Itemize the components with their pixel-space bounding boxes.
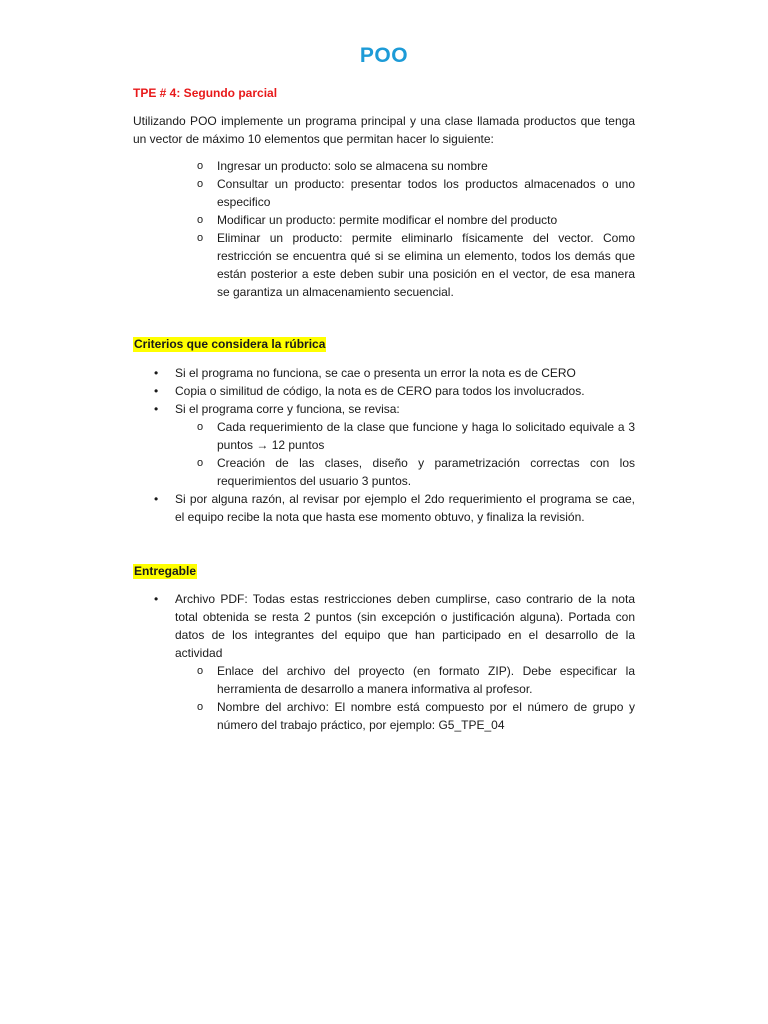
criteria-item: • Si el programa no funciona, se cae o presenta un error la nota es de CERO	[175, 364, 635, 382]
requirement-item: o Modificar un producto: permite modificar el nombre del producto	[217, 211, 635, 229]
criteria-sub-list	[217, 418, 635, 490]
requirement-item: o Consultar un producto: presentar todos los productos almacenados o uno especifico	[217, 175, 635, 211]
criteria-item-text: Si el programa corre y funciona, se revisa:	[175, 402, 400, 416]
criteria-item	[175, 400, 635, 490]
criteria-heading: Criterios que considera la rúbrica	[134, 337, 326, 351]
document-title: POO	[359, 44, 409, 67]
intro-paragraph: Utilizando POO implemente un programa principal y una clase llamada productos que tenga un vector de máximo 10 elementos que permitan hacer lo siguiente:	[133, 114, 635, 146]
requirement-item: o Ingresar un producto: solo se almacena su nombre	[217, 157, 635, 175]
assignment-subtitle: TPE # 4: Segundo parcial	[133, 86, 278, 100]
deliverable-sub-item: o Nombre del archivo: El nombre está compuesto por el número de grupo y número del trabajo práctico, por ejemplo: G5_TPE_04	[217, 698, 635, 734]
criteria-item: • Si por alguna razón, al revisar por ejemplo el 2do requerimiento el programa se cae, el equipo recibe la nota que hasta ese momento obtuvo, y finaliza la revisión.	[175, 490, 635, 526]
deliverable-heading: Entregable	[134, 564, 197, 578]
requirements-list	[217, 157, 635, 301]
criteria-sub-item: o Creación de las clases, diseño y parametrización correctas con los requerimientos del usuario 3 puntos.	[217, 454, 635, 490]
criteria-sub-item: o Cada requerimiento de la clase que funcione y haga lo solicitado equivale a 3 puntos → 12 puntos	[217, 418, 635, 454]
deliverable-sub-item: o Enlace del archivo del proyecto (en formato ZIP). Debe especificar la herramienta de desarrollo a manera informativa al profesor.	[217, 662, 635, 698]
requirement-item: o Eliminar un producto: permite eliminarlo físicamente del vector. Como restricción se encuentra qué si se elimina un elemento, todos los demás que están posterior a este deben subir una posición en el vector, de esa manera se garantiza un almacenamiento secuencial.	[217, 229, 635, 301]
criteria-list	[175, 364, 635, 526]
deliverable-sub-list	[217, 662, 635, 734]
deliverable-item-text: Archivo PDF: Todas estas restricciones deben cumplirse, caso contrario de la nota total obtenida se resta 2 puntos (sin excepción o justificación alguna). Portada con datos de los integrantes del equipo que han participado en el desarrollo de la actividad	[175, 592, 635, 660]
deliverable-list	[175, 590, 635, 734]
criteria-item: • Copia o similitud de código, la nota es de CERO para todos los involucrados.	[175, 382, 635, 400]
deliverable-item	[175, 590, 635, 734]
